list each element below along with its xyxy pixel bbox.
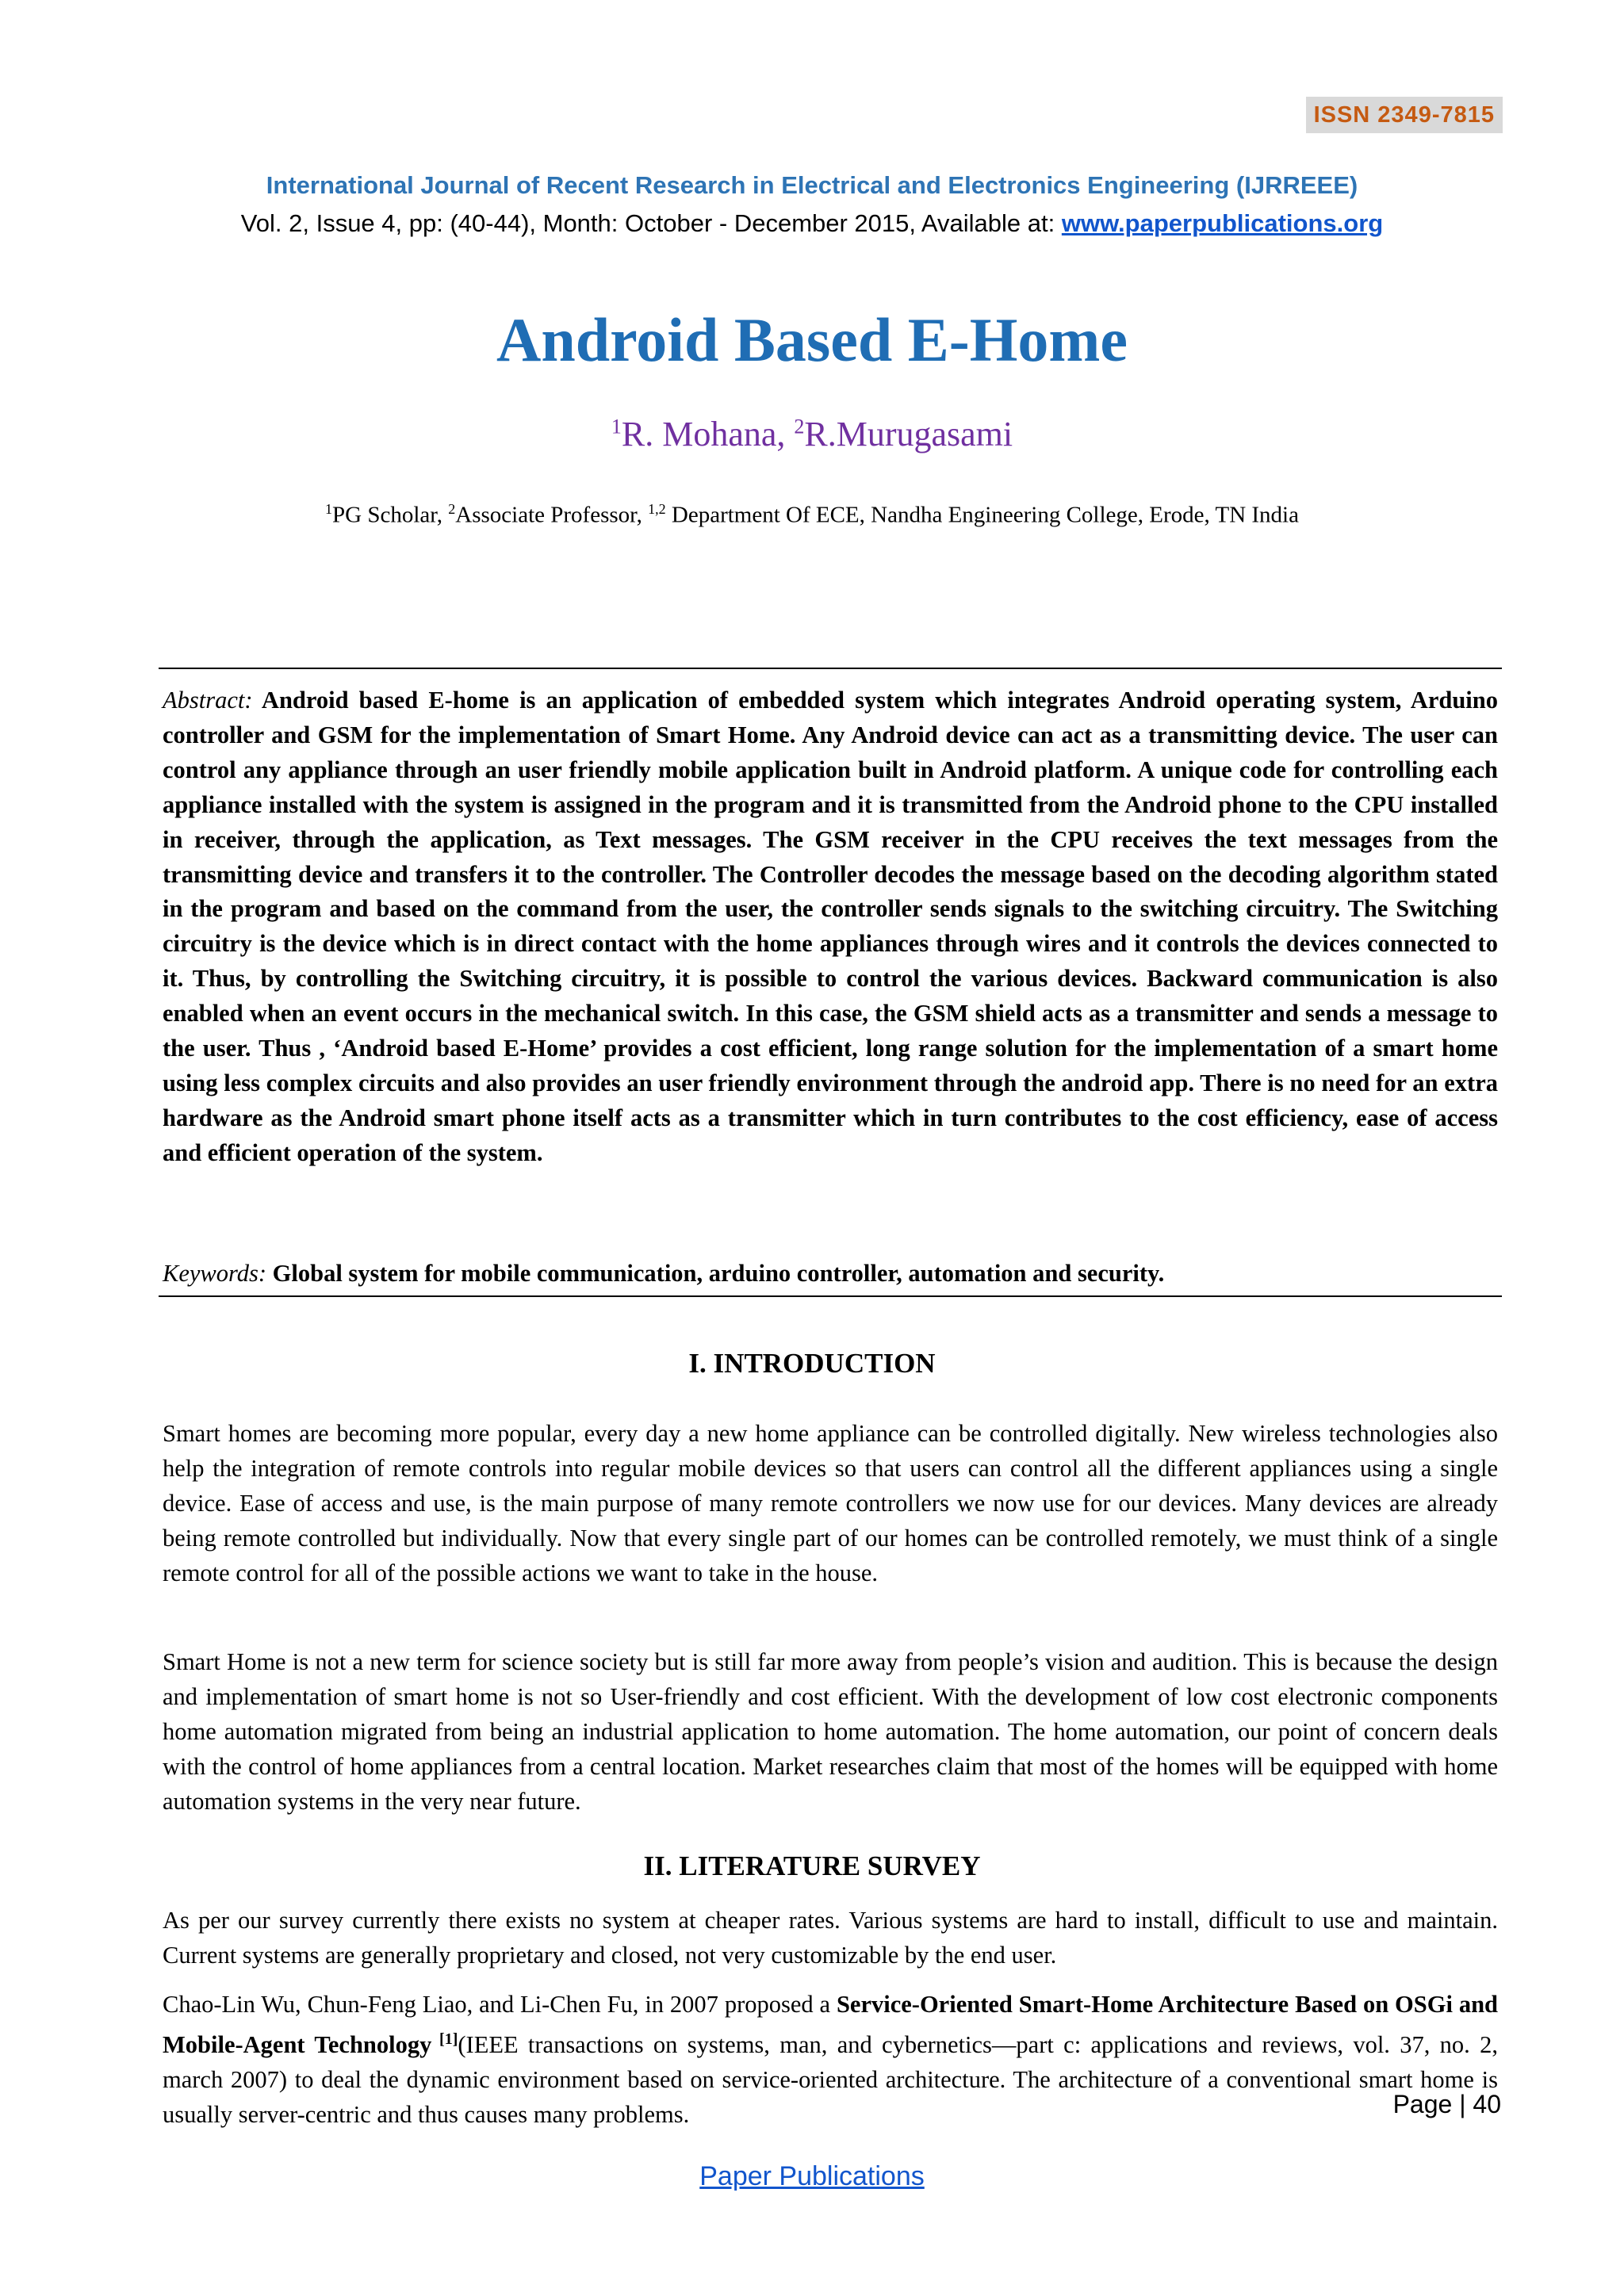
lit-paragraph-2 xyxy=(163,1987,1498,2132)
abstract-top-rule xyxy=(159,668,1502,669)
paper-title: Android Based E-Home xyxy=(496,305,1128,374)
lit-p2-intro: Chao-Lin Wu, Chun-Feng Liao, and Li-Chen Fu, in 2007 proposed a xyxy=(163,1991,837,2018)
citation-ref: [1] xyxy=(431,2030,458,2048)
keywords xyxy=(163,1256,1498,1291)
journal-url-link[interactable]: www.paperpublications.org xyxy=(1061,209,1384,237)
intro-paragraph-2: Smart Home is not a new term for science society but is still far more away from people’s vision and audition. This is because the design and implementation of smart home is not so User-friendly and cost efficient. With the development of low cost electronic components home automation migrated from being an industrial application to home automation. The home automation, our point of concern deals with the control of home appliances from a central location. Market researches claim that most of the homes will be equipped with home automation systems in the very near future. xyxy=(163,1648,1498,1815)
affil-sup-2: 2 xyxy=(448,501,456,517)
lit-p2-rest: (IEEE transactions on systems, man, and cybernetics—part c: applications and reviews, vol. 37, no. 2, march 2007) to deal the dynamic environment based on service-oriented architecture. The architecture of a conventional smart home is usually server-centric and thus causes many problems. xyxy=(163,2031,1498,2129)
section-heading-introduction: I. INTRODUCTION xyxy=(688,1348,936,1379)
abstract-text: Android based E-home is an application of embedded system which integrates Android operating system, Arduino controller and GSM for the implementation of Smart Home. Any Android device can act as a transmitting device. The user can control any appliance through an user friendly mobile application built in Android platform. A unique code for controlling each appliance installed with the system is assigned in the program and it is transmitted from the Android phone to the CPU installed in receiver, through the application, as Text messages. The GSM receiver in the CPU receives the text messages from the transmitting device and transfers it to the controller. The Controller decodes the message based on the decoding algorithm stated in the program and based on the command from the user, the controller sends signals to the switching circuitry. The Switching circuitry is the device which is in direct contact with the home appliances through wires and it controls the devices connected to it. Thus, by controlling the Switching circuitry, it is possible to control the various devices. Backward communication is also enabled when an event occurs in the mechanical switch. In this case, the GSM shield acts as a transmitter and sends a message to the user. Thus , ‘Android based E-Home’ provides a cost efficient, long range solution for the implementation of a smart home using less complex circuits and also provides an user friendly environment through the android app. There is no need for an extra hardware as the Android smart phone itself acts as a transmitter which in turn contributes to the cost efficiency, ease of access and efficient operation of the system. xyxy=(163,687,1498,1166)
affil-sup-3: 1,2 xyxy=(648,501,666,517)
journal-title: International Journal of Recent Research in Electrical and Electronics Engineering (IJRREEE) xyxy=(266,171,1358,199)
keywords-label: Keywords: xyxy=(163,1260,267,1287)
section-heading-literature-survey: II. LITERATURE SURVEY xyxy=(643,1850,981,1881)
author-2-sup: 2 xyxy=(794,415,805,438)
volume-line xyxy=(0,209,1624,238)
authors xyxy=(0,414,1624,454)
lit-paragraph-1: As per our survey currently there exists no system at cheaper rates. Various systems are hard to install, difficult to use and maintain. Current systems are generally proprietary and closed, not very customizable by the end user. xyxy=(163,1907,1498,1969)
abstract-label: Abstract: xyxy=(163,687,253,714)
affil-sup-1: 1 xyxy=(325,501,333,517)
abstract-bottom-rule xyxy=(159,1295,1502,1297)
publisher-footer-link[interactable]: Paper Publications xyxy=(699,2161,925,2191)
author-1-sup: 1 xyxy=(611,415,622,438)
author-1: R. Mohana, xyxy=(621,415,795,453)
author-2: R.Murugasami xyxy=(804,415,1013,453)
affil-role-2: Associate Professor, xyxy=(455,502,649,528)
volume-text: Vol. 2, Issue 4, pp: (40-44), Month: October - December 2015, Available at: xyxy=(240,209,1062,237)
page-number: Page | 40 xyxy=(1392,2090,1501,2118)
issn-badge: ISSN 2349-7815 xyxy=(1306,97,1503,133)
affil-department: Department Of ECE, Nandha Engineering College, Erode, TN India xyxy=(665,502,1299,528)
abstract xyxy=(163,683,1498,1171)
affiliation xyxy=(0,501,1624,529)
intro-paragraph-1: Smart homes are becoming more popular, every day a new home appliance can be controlled digitally. New wireless technologies also help the integration of remote controls into regular mobile devices so that users can control all the different appliances using a single device. Ease of access and use, is the main purpose of many remote controllers we now use for our devices. Many devices are already being remote controlled but individually. Now that every single part of our homes can be controlled remotely, we must think of a single remote control for all of the possible actions we want to take in the house. xyxy=(163,1420,1498,1586)
lit-p2-paper-title: Service-Oriented Smart-Home Architecture Based on OSGi and Mobile-Agent Technology xyxy=(163,1991,1499,2059)
affil-role-1: PG Scholar, xyxy=(332,502,449,528)
keywords-text: Global system for mobile communication, arduino controller, automation and security. xyxy=(266,1260,1165,1287)
